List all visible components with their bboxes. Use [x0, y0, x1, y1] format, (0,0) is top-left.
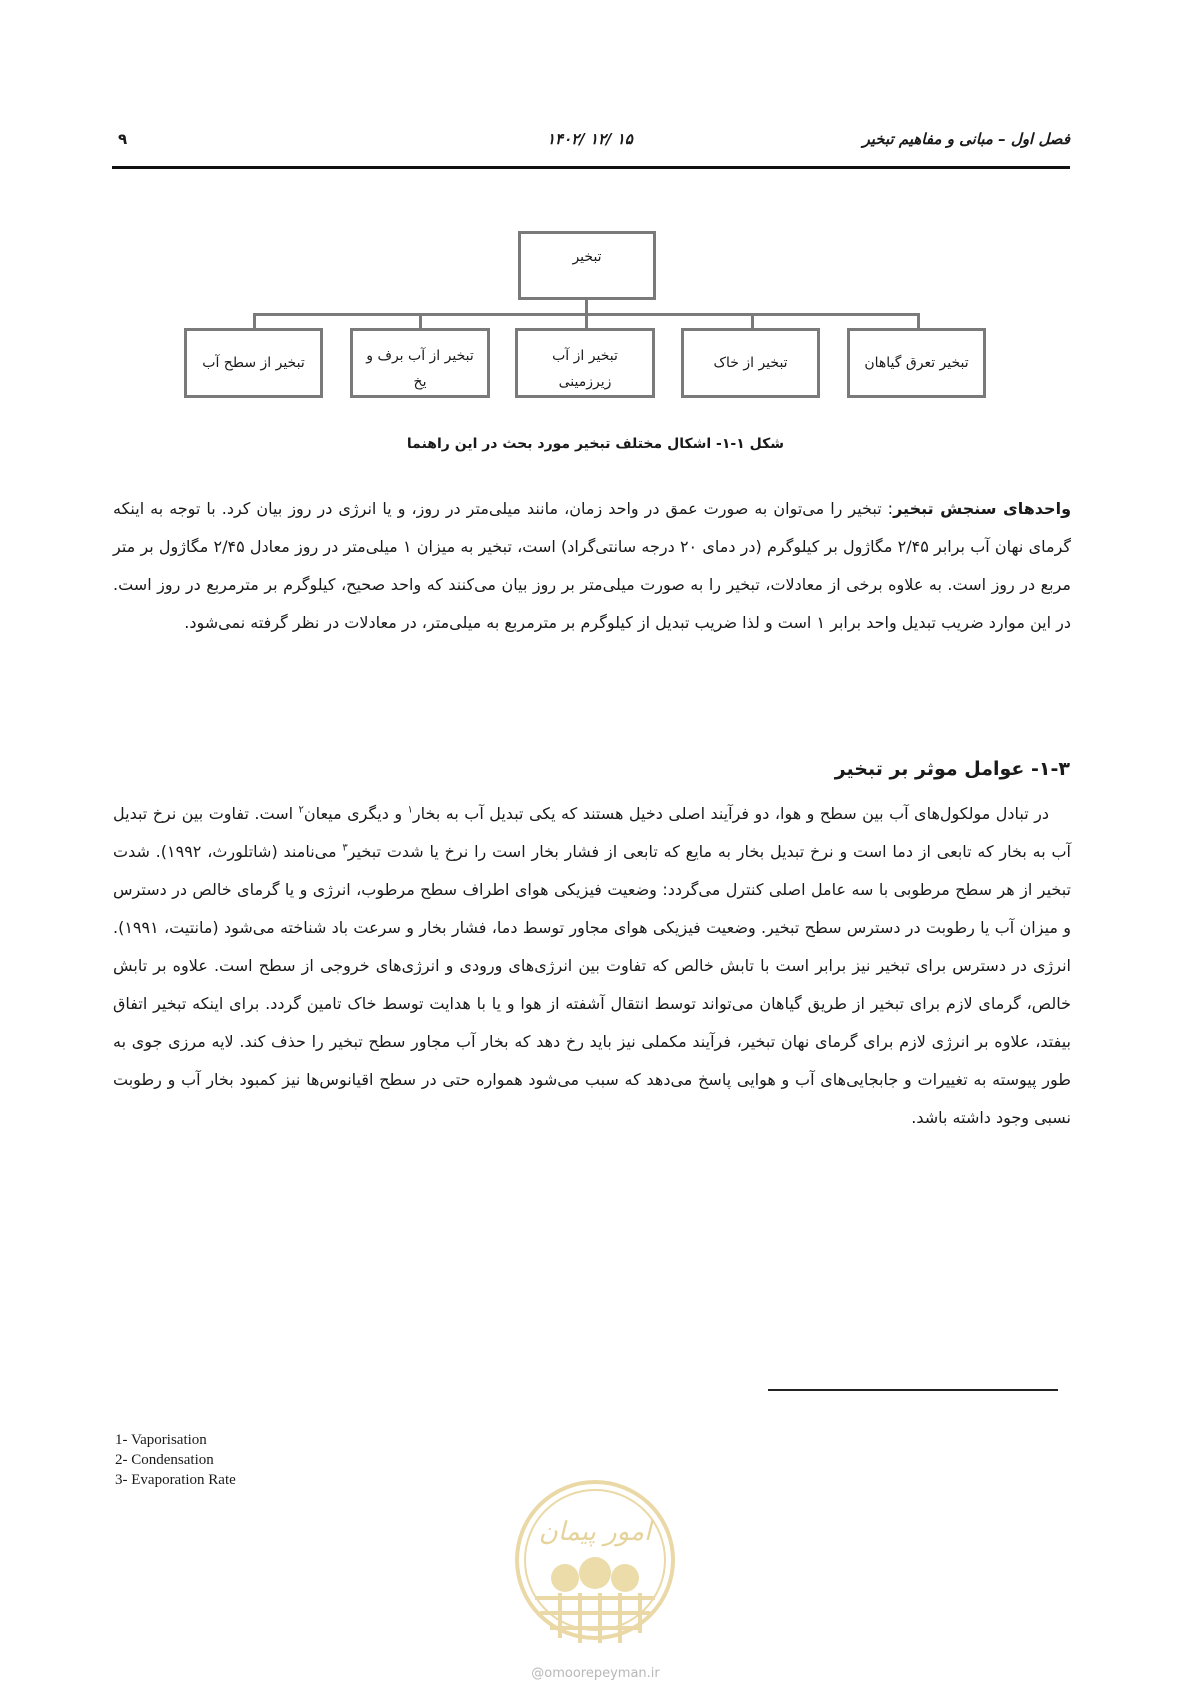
figure-caption: شکل ۱-۱- اشکال مختلف تبخیر مورد بحث در این راهنما: [406, 436, 785, 452]
footnotes: [115, 1430, 236, 1490]
section-text-4: می‌نامند (شاتلورث، ۱۹۹۲). شدت تبخیر از هر سطح مرطوبی با سه عامل اصلی کنترل می‌گردد: وضعیت فیزیکی هوای اطراف سطح مرطوب، انرژی و یا گرمای خالص در دسترس و میزان آب یا رطوبت در دسترس سطح تبخیر. وضعیت فیزیکی هوای مجاور توسط دما، فشار بخار و سرعت باد شناخته می‌شود (مانتیت، ۱۹۹۱). انرژی در دسترس برای تبخیر نیز برابر است با تابش خالص که تفاوت بین انرژی‌های ورودی و انرژی‌های خروجی از سطح است. علاوه بر تابش خالص، گرمای لازم برای تبخیر از طریق گیاهان می‌تواند توسط انتقال آشفته از هوا و یا با هدایت توسط خاک تامین گردد. برای اینکه تبخیر اتفاق بیفتد، علاوه بر انرژی لازم برای گرمای نهان تبخیر، فرآیند مکملی نیز باید رخ دهد که بخار آب مجاور سطح تبخیر را حذف کند. لایه مرزی جوی به طور پیوسته به تغییرات و جابجایی‌های آب و هوایی پاسخ می‌دهد که سبب می‌شود همواره حتی در سطح اقیانوس‌ها نیز کمبود بخار آب و رطوبت نسبی وجود داشته باشد.: [113, 842, 1071, 1127]
footnote-item: 3- Evaporation Rate: [115, 1472, 236, 1488]
units-lead: واحدهای سنجش تبخیر: [893, 499, 1072, 518]
evaporation-diagram: [0, 0, 1191, 420]
diagram-child-box: تبخیر از آب زیرزمینی: [515, 328, 655, 398]
diagram-root-box: تبخیر: [518, 231, 656, 300]
diagram-child-box: تبخیر از سطح آب: [184, 328, 323, 398]
footnote-ref-3: ۳: [342, 842, 348, 854]
footnote-item: 2- Condensation: [115, 1452, 214, 1468]
section-text-3: است. تفاوت بین نرخ تبدیل آب به بخار که تابعی از دما است و نرخ تبدیل بخار به مایع که تابعی از فشار بخار است را نرخ یا شدت تبخیر: [113, 804, 1071, 861]
diagram-child-box: تبخیر از خاک: [681, 328, 820, 398]
chapter-title: فصل اول – مبانی و مفاهیم تبخیر: [862, 130, 1070, 148]
footnote-ref-1: ۱: [407, 804, 413, 816]
header-date: ۱۴۰۲/ ۱۲/ ۱۵: [547, 130, 633, 148]
page-number: ۹: [118, 130, 128, 148]
section-text-1: در تبادل مولکول‌های آب بین سطح و هوا، دو فرآیند اصلی دخیل هستند که یکی تبدیل آب به بخار: [412, 804, 1050, 823]
units-text: : تبخیر را می‌توان به صورت عمق در واحد زمان، مانند میلی‌متر در روز، و یا انرژی در روز بیان کرد. با توجه به اینکه گرمای نهان آب برابر ۲/۴۵ مگاژول بر کیلوگرم (در دمای ۲۰ درجه سانتی‌گراد) است، تبخیر به میزان ۱ میلی‌متر در روز معادل ۲/۴۵ مگاژول بر متر مربع در روز است. به علاوه برخی از معادلات، تبخیر را به صورت میلی‌متر بر روز بیان می‌کنند که واحد صحیح، کیلوگرم بر مترمربع در روز است. در این موارد ضریب تبدیل واحد برابر ۱ است و لذا ضریب تبدیل از کیلوگرم بر مترمربع به میلی‌متر، در معادلات در نظر گرفته نمی‌شود.: [113, 499, 1072, 632]
section-title: ۱-۳- عوامل موثر بر تبخیر: [834, 758, 1070, 780]
units-paragraph: [113, 490, 1071, 642]
watermark-text: امور پیمان: [538, 1517, 652, 1547]
section-text-2: و دیگری میعان: [303, 804, 408, 823]
footnote-rule: [768, 1389, 1058, 1391]
footnote-ref-2: ۲: [298, 804, 304, 816]
footnote-item: 1- Vaporisation: [115, 1432, 207, 1448]
website-footer: @omoorepeyman.ir: [531, 1666, 660, 1681]
section-paragraph: [113, 795, 1071, 1137]
diagram-child-box: تبخیر از آب برف و یخ: [350, 328, 490, 398]
diagram-child-box: تبخیر تعرق گیاهان: [847, 328, 986, 398]
watermark-logo: [505, 1468, 685, 1658]
